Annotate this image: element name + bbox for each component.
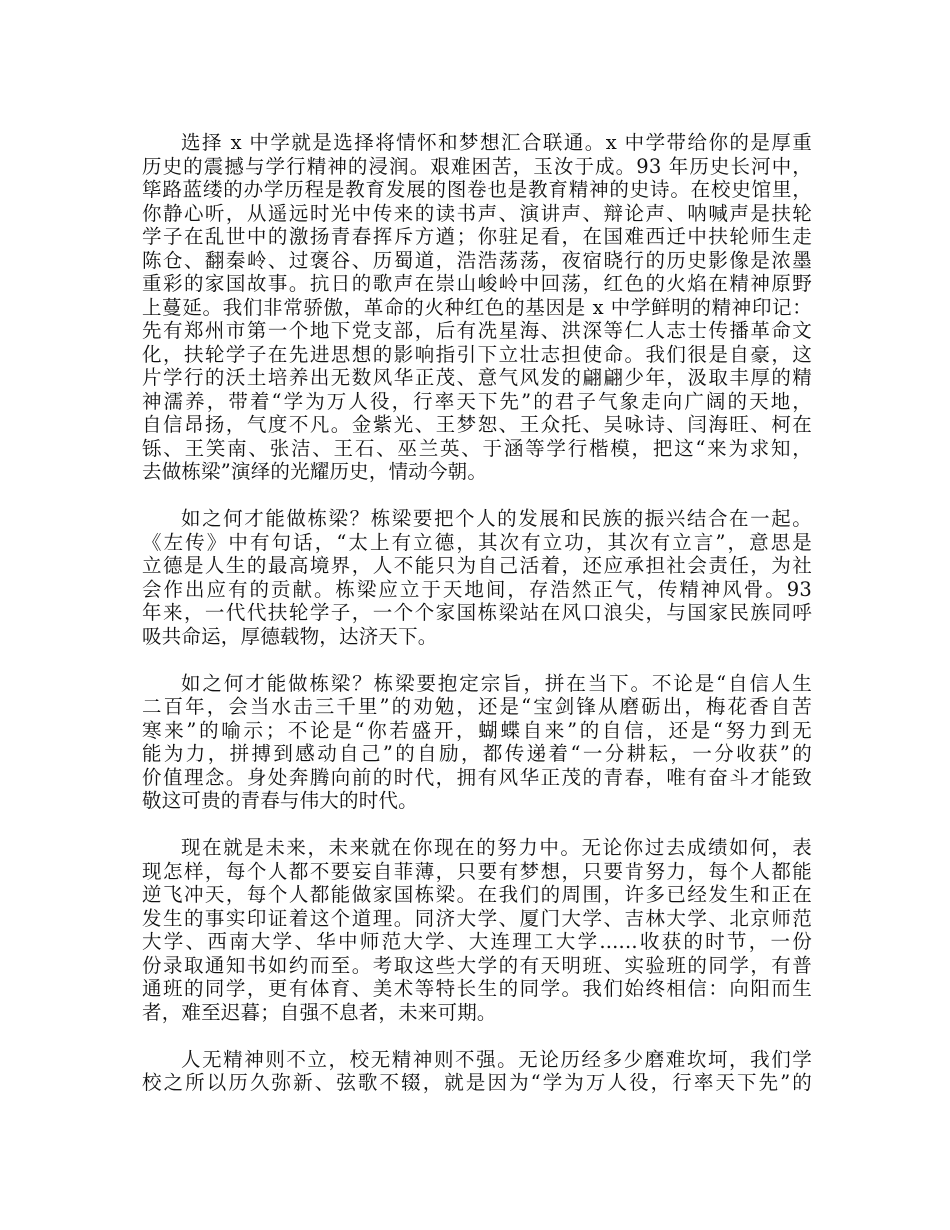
text-line: 逆飞冲天，每个人都能做家国栋梁。在我们的周围，许多已经发生和正在 (142, 883, 812, 906)
text-line: 化，扶轮学子在先进思想的影响指引下立壮志担使命。我们很是自豪，这 (142, 342, 812, 366)
text-line: 年来，一代代扶轮学子，一个个家国栋梁站在风口浪尖，与国家民族同呼 (142, 601, 812, 624)
text-line: 会作出应有的贡献。栋梁应立于天地间，存浩然正气，传精神风骨。93 (142, 577, 812, 601)
text-line: 寒来”的喻示；不论是“你若盛开，蝴蝶自来”的自信，还是“努力到无 (142, 718, 812, 742)
text-line: 者，难至迟暮；自强不息者，未来可期。 (142, 1000, 497, 1024)
text-line: 筚路蓝缕的办学历程是教育发展的图卷也是教育精神的史诗。在校史馆里， (142, 178, 812, 201)
text-line: 上蔓延。我们非常骄傲，革命的火种红色的基因是 x 中学鲜明的精神印记： (142, 295, 812, 319)
paragraph-spacer (142, 648, 812, 672)
text-line: 能为力，拼搏到感动自己”的自励，都传递着“一分耕耘，一分收获”的 (142, 742, 812, 765)
text-line: 校之所以历久弥新、弦歌不辍，就是因为“学为万人役，行率天下先”的 (142, 1071, 812, 1094)
paragraph-5 (142, 1048, 812, 1095)
text-line: 现在就是未来，未来就在你现在的努力中。无论你过去成绩如何，表 (181, 836, 812, 859)
paragraph-2 (142, 507, 812, 648)
text-line: 神濡养，带着“学为万人役，行率天下先”的君子气象走向广阔的天地， (142, 389, 812, 413)
text-line: 你静心听，从遥远时光中传来的读书声、演讲声、辩论声、呐喊声是扶轮 (142, 201, 812, 225)
text-line: 发生的事实印证着这个道理。同济大学、厦门大学、吉林大学、北京师范 (142, 906, 812, 930)
text-line: 人无精神则不立，校无精神则不强。无论历经多少磨难坎坷，我们学 (181, 1047, 812, 1071)
text-line: 价值理念。身处奔腾向前的时代，拥有风华正茂的青春，唯有奋斗才能致 (142, 765, 812, 789)
text-line: 铄、王笑南、张洁、王石、巫兰英、于涵等学行楷模，把这“来为求知， (142, 436, 812, 460)
text-line: 吸共命运，厚德载物，达济天下。 (142, 624, 438, 648)
text-line: 片学行的沃土培养出无数风华正茂、意气风发的翩翩少年，汲取丰厚的精 (142, 366, 812, 389)
paragraph-4 (142, 836, 812, 1024)
text-line: 《左传》中有句话，“太上有立德，其次有立功，其次有立言”，意思是 (142, 530, 812, 554)
document-page (142, 131, 812, 1095)
text-line: 通班的同学，更有体育、美术等特长生的同学。我们始终相信：向阳而生 (142, 977, 812, 1000)
text-line: 大学、西南大学、华中师范大学、大连理工大学......收获的时节，一份 (142, 930, 812, 953)
text-line: 立德是人生的最高境界，人不能只为自己活着，还应承担社会责任，为社 (142, 554, 812, 577)
text-line: 历史的震撼与学行精神的浸润。艰难困苦，玉汝于成。93 年历史长河中， (142, 154, 812, 178)
paragraph-1 (142, 131, 812, 484)
text-line: 学子在乱世中的激扬青春挥斥方遒；你驻足看，在国难西迁中扶轮师生走 (142, 225, 812, 248)
paragraph-spacer (142, 1024, 812, 1048)
paragraph-spacer (142, 813, 812, 837)
text-line: 重彩的家国故事。抗日的歌声在崇山峻岭中回荡，红色的火焰在精神原野 (142, 272, 812, 295)
text-line: 敬这可贵的青春与伟大的时代。 (142, 789, 418, 812)
text-line: 份录取通知书如约而至。考取这些大学的有天明班、实验班的同学，有普 (142, 953, 812, 977)
text-line: 如之何才能做栋梁？栋梁要把个人的发展和民族的振兴结合在一起。 (181, 507, 812, 530)
text-line: 选择 x 中学就是选择将情怀和梦想汇合联通。x 中学带给你的是厚重 (181, 131, 812, 154)
text-line: 自信昂扬，气度不凡。金紫光、王梦恕、王众托、吴咏诗、闫海旺、柯在 (142, 413, 812, 436)
text-line: 先有郑州市第一个地下党支部，后有冼星海、洪深等仁人志士传播革命文 (142, 319, 812, 342)
text-line: 现怎样，每个人都不要妄自菲薄，只要有梦想，只要肯努力，每个人都能 (142, 859, 812, 883)
paragraph-3 (142, 672, 812, 813)
text-line: 二百年，会当水击三千里”的劝勉，还是“宝剑锋从磨砺出，梅花香自苦 (142, 695, 812, 718)
paragraph-spacer (142, 484, 812, 508)
text-line: 陈仓、翻秦岭、过褒谷、历蜀道，浩浩荡荡，夜宿晓行的历史影像是浓墨 (142, 248, 812, 272)
text-line: 去做栋梁”演绎的光耀历史，情动今朝。 (142, 460, 488, 483)
text-line: 如之何才能做栋梁？栋梁要抱定宗旨，拼在当下。不论是“自信人生 (181, 671, 812, 695)
